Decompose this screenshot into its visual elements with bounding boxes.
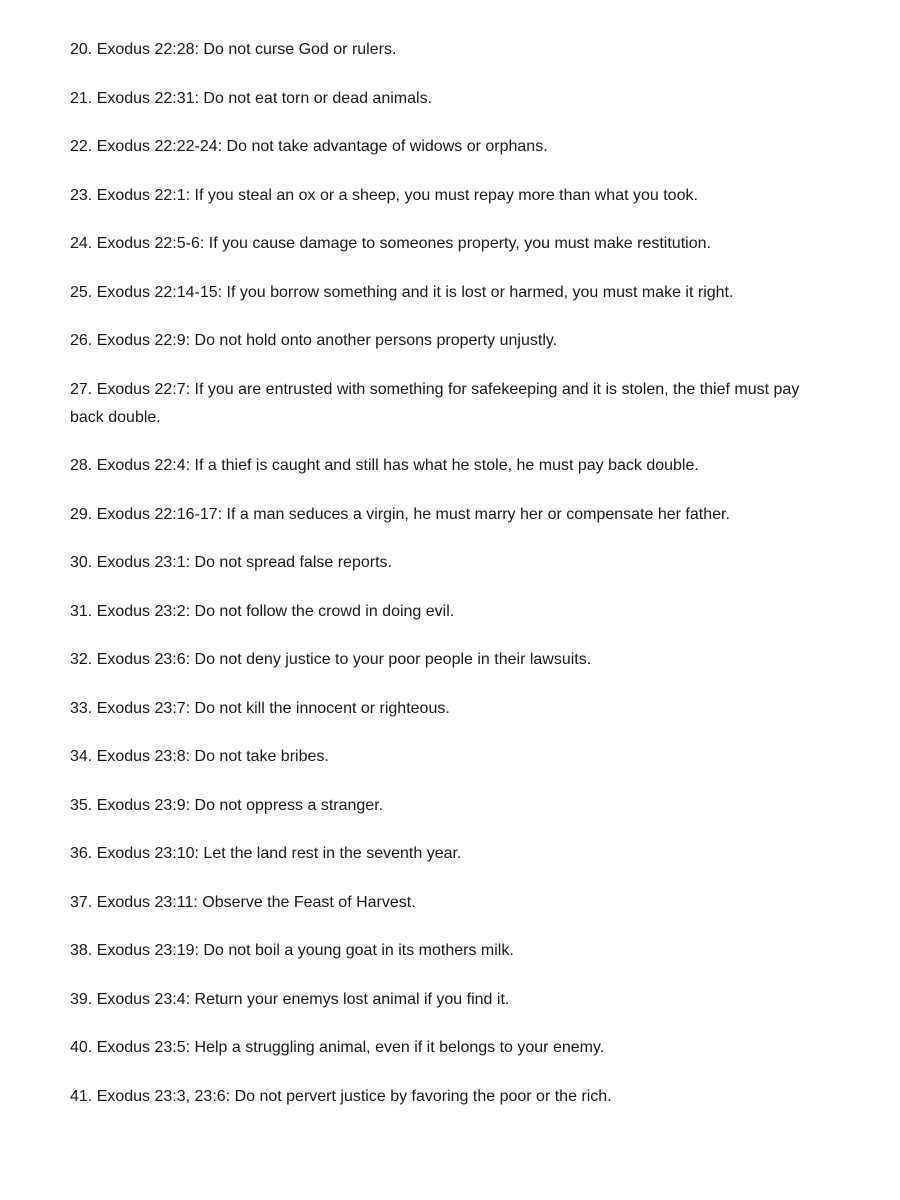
document-page [70,36,830,1131]
list-item-34: 34. Exodus 23:8: Do not take bribes. [70,748,329,765]
list-item-33: 33. Exodus 23:7: Do not kill the innocent or righteous. [70,699,450,717]
list-item-36: 36. Exodus 23:10: Let the land rest in the seventh year. [70,845,462,862]
list-item-35: 35. Exodus 23:9: Do not oppress a stranger. [70,796,384,814]
list-item-22: 22. Exodus 22:22-24: Do not take advantage of widows or orphans. [70,138,548,155]
list-item-26: 26. Exodus 22:9: Do not hold onto another persons property unjustly. [70,332,558,349]
list-item-25: 25. Exodus 22:14-15: If you borrow something and it is lost or harmed, you must make it right. [70,283,734,301]
list-item-20: 20. Exodus 22:28: Do not curse God or rulers. [70,41,397,58]
list-item-21: 21. Exodus 22:31: Do not eat torn or dead animals. [70,89,433,107]
list-item-28: 28. Exodus 22:4: If a thief is caught and still has what he stole, he must pay back double. [70,457,699,474]
list-item-32: 32. Exodus 23:6: Do not deny justice to your poor people in their lawsuits. [70,651,592,668]
list-item-27: 27. Exodus 22:7: If you are entrusted with something for safekeeping and it is stolen, the thief must pay back double. [70,380,800,426]
list-item-24: 24. Exodus 22:5-6: If you cause damage to someones property, you must make restitution. [70,235,711,252]
list-item-23: 23. Exodus 22:1: If you steal an ox or a sheep, you must repay more than what you took. [70,186,698,204]
list-item-41: 41. Exodus 23:3, 23:6: Do not pervert justice by favoring the poor or the rich. [70,1087,612,1105]
list-item-37: 37. Exodus 23:11: Observe the Feast of Harvest. [70,893,416,911]
list-item-40: 40. Exodus 23:5: Help a struggling animal, even if it belongs to your enemy. [70,1039,605,1056]
list-item-30: 30. Exodus 23:1: Do not spread false reports. [70,554,392,571]
list-item-38: 38. Exodus 23:19: Do not boil a young goat in its mothers milk. [70,942,514,959]
list-item-29: 29. Exodus 22:16-17: If a man seduces a virgin, he must marry her or compensate her father. [70,505,730,523]
list-item-31: 31. Exodus 23:2: Do not follow the crowd in doing evil. [70,602,455,620]
list-item-39: 39. Exodus 23:4: Return your enemys lost animal if you find it. [70,990,510,1008]
